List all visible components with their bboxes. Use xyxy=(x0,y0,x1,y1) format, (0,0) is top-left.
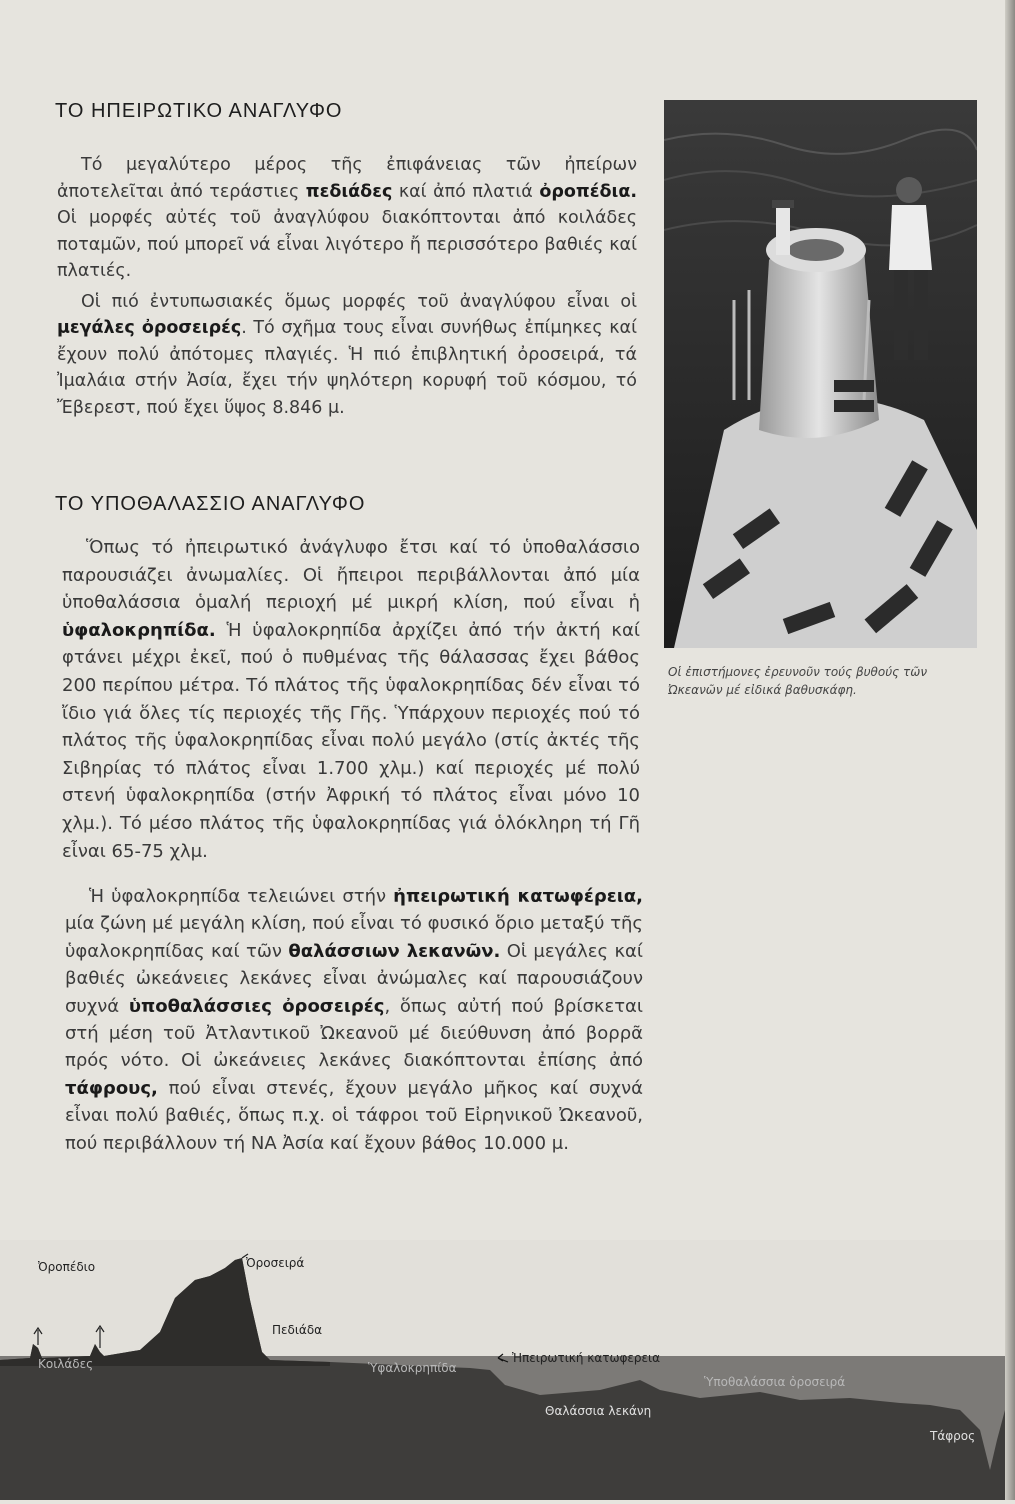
paragraph-continental-1: Τό μεγαλύτερο μέρος τῆς ἐπιφάνειας τῶν ἠπείρων ἀποτελεῖται ἀπό τεράστιες πεδιάδες καί ἀπό πλατιά ὀροπέδια. Οἱ μορφές αὐτές τοῦ ἀναγλύφου διακόπτονται ἀπό κοιλάδες ποταμῶν, πού μπορεῖ νά εἶναι λιγότερο ἤ περισσότερο βαθιές καί πλατιές. xyxy=(57,155,637,281)
label-ocean-basin: Θαλάσσια λεκάνη xyxy=(545,1404,652,1418)
label-plain: Πεδιάδα xyxy=(272,1323,323,1337)
bathyscaphe-illustration xyxy=(664,100,977,648)
label-mountain-range: Ὀροσειρά xyxy=(246,1256,305,1270)
label-undersea-ridge-line1: Ὑποθαλάσσια ὀροσειρά xyxy=(704,1375,846,1389)
relief-profile-svg xyxy=(0,1240,1005,1500)
relief-cross-section-diagram xyxy=(0,1240,1005,1500)
label-plateau: Ὀροπέδιο xyxy=(38,1260,96,1274)
paragraph-continental-2: Οἱ πιό ἐντυπωσιακές ὅμως μορφές τοῦ ἀναγλύφου εἶναι οἱ μεγάλες ὀροσειρές. Τό σχῆμα τους εἶναι συνήθως ἐπίμηκες καί ἔχουν πολύ ἀπότομες πλαγιές. Ἡ πιό ἐπιβλητική ὀροσειρά, τά Ἰμαλάια στήν Ἀσία, ἔχει τήν ψηλότερη κορυφή τοῦ κόσμου, τό Ἔβερεστ, πού ἔχει ὕψος 8.846 μ. xyxy=(57,292,637,418)
label-trench: Τάφρος xyxy=(930,1429,976,1443)
bathyscaphe-photo xyxy=(664,100,977,648)
photo-caption: Οἱ ἐπιστήμονες ἐρευνοῦν τούς βυθούς τῶν Ὠκεανῶν μέ εἰδικά βαθυσκάφη. xyxy=(668,665,928,697)
paragraph-undersea-2: Ἡ ὑφαλοκρηπίδα τελειώνει στήν ἠπειρωτική κατωφέρεια, μία ζώνη μέ μεγάλη κλίση, πού εἶναι τό φυσικό ὅριο μεταξύ τῆς ὑφαλοκρηπίδας καί τῶν θαλάσσιων λεκανῶν. Οἱ μεγάλες καί βαθιές ὠκεάνειες λεκάνες εἶναι ἀνώμαλες καί παρουσιάζουν συχνά ὑποθαλάσσιες ὀροσειρές, ὅπως αὐτή πού βρίσκεται στή μέση τοῦ Ἀτλαντικοῦ Ὠκεανοῦ μέ διεύθυνση ἀπό βορρᾶ πρός νότο. Οἱ ὠκεάνειες λεκάνες διακόπτονται ἐπίσης ἀπό τάφρους, πού εἶναι στενές, ἔχουν μεγάλο μῆκος καί συχνά εἶναι πολύ βαθιές, ὅπως π.χ. οἱ τάφροι τοῦ Εἰρηνικοῦ Ὠκεανοῦ, πού περιβάλλουν τή ΝΑ Ἀσία καί ἔχουν βάθος 10.000 μ. xyxy=(65,886,644,1154)
label-continental-shelf: Ὑφαλοκρηπίδα xyxy=(368,1361,457,1375)
paragraph-undersea-1: Ὅπως τό ἠπειρωτικό ἀνάγλυφο ἔτσι καί τό ὑποθαλάσσιο παρουσιάζει ἀνωμαλίες. Οἱ ἤπειροι περιβάλλονται ἀπό μία ὑποθαλάσσια ὁμαλή περιοχή μέ μικρή κλίση, πού εἶναι ἡ ὑφαλοκρηπίδα. Ἡ ὑφαλοκρηπίδα ἀρχίζει ἀπό τήν ἀκτή καί φτάνει μέχρι ἐκεῖ, πού ὁ πυθμένας τῆς θάλασσας ἔχει βάθος 200 περίπου μέτρα. Τό πλάτος τῆς ὑφαλοκρηπίδας δέν εἶναι τό ἴδιο γιά ὅλες τίς περιοχές τῆς Γῆς. Ὑπάρχουν περιοχές πού τό πλάτος τῆς ὑφαλοκρηπίδας εἶναι πολύ μεγάλο (στίς ἀκτές τῆς Σιβηρίας τό πλάτος εἶναι 1.700 χλμ.) καί περιοχές μέ πολύ στενή ὑφαλοκρηπίδα (στήν Ἀφρική τό πλάτος εἶναι μόνο 10 χλμ.). Τό μέσο πλάτος τῆς ὑφαλοκρηπίδας γιά ὁλόκληρη τή Γῆ εἶναι 65-75 χλμ. xyxy=(62,537,640,862)
label-continental-slope: Ἠπειρωτική κατωφερεια xyxy=(512,1351,660,1365)
heading-continental-relief: ΤΟ ΗΠΕΙΡΩΤΙΚΟ ΑΝΑΓΛΥΦΟ xyxy=(55,100,343,122)
page-edge xyxy=(1005,0,1015,1500)
label-valleys: Κοιλάδες xyxy=(38,1357,94,1371)
heading-undersea-relief: ΤΟ ΥΠΟΘΑΛΑΣΣΙΟ ΑΝΑΓΛΥΦΟ xyxy=(55,493,366,515)
